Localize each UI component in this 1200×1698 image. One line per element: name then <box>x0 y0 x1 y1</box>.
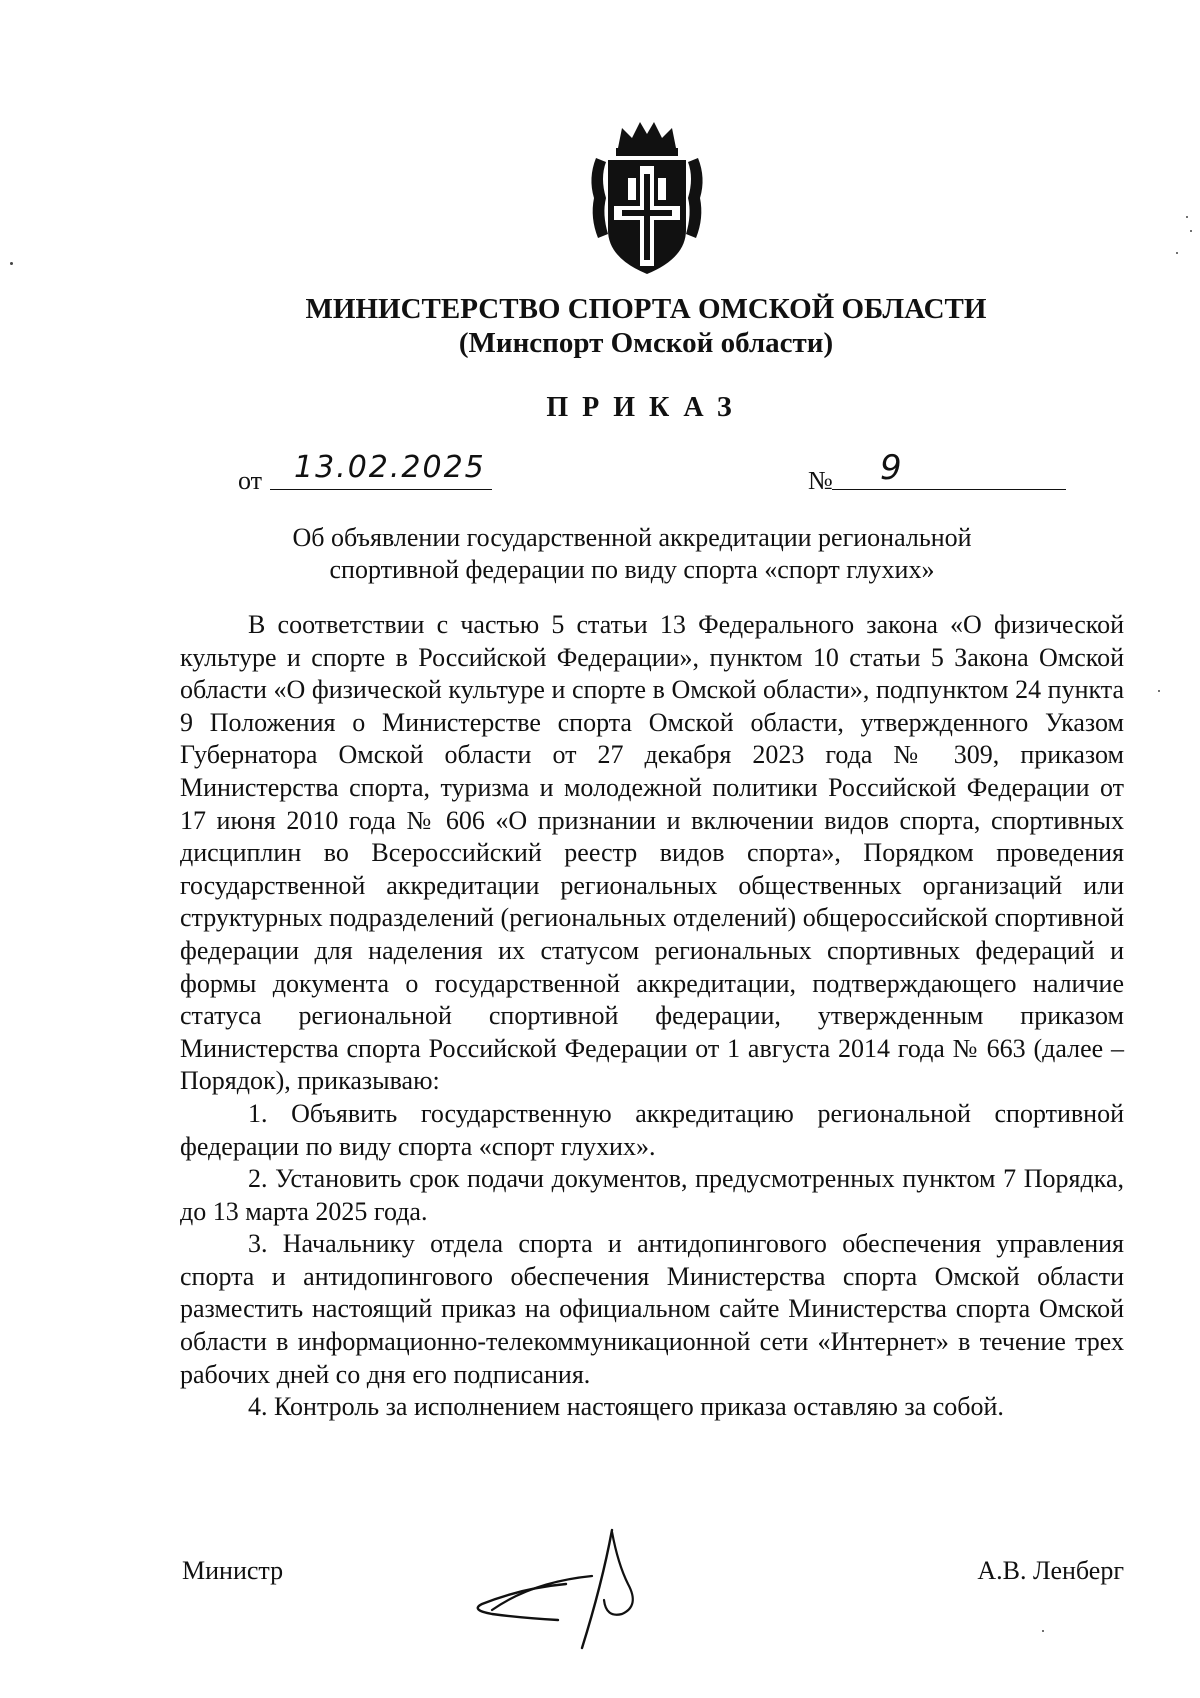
document-type: ПРИКАЗ <box>546 392 746 423</box>
org-name: МИНИСТЕРСТВО СПОРТА ОМСКОЙ ОБЛАСТИ <box>305 293 987 325</box>
date-value: 13.02.2025 <box>294 450 486 485</box>
org-short-name: (Минспорт Омской области) <box>458 327 834 359</box>
subject-line: Об объявлении государственной аккредитации региональной <box>292 523 972 552</box>
signature-block <box>180 1552 1124 1672</box>
number-underline <box>832 488 1066 490</box>
order-item: 1. Объявить государственную аккредитацию региональной спортивной федерации по виду спорта «спорт глухих». <box>180 1098 1124 1161</box>
coat-of-arms-icon <box>588 118 706 278</box>
body-intro: В соответствии с частью 5 статьи 13 Федерального закона «О физической культуре и спорте в Российской Федерации», пунктом 10 статьи 5 Закона Омской области «О физической культуре и спорте в Омской области», подпунктом 24 пункта 9 Положения о Министерстве спорта Омской области, утвержденного Указом Губернатора Омской области от 27 декабря 2023 года № 309, приказом Министерства спорта, туризма и молодежной политики Российской Федерации от 17 июня 2010 года № 606 «О признании и включении видов спорта, спортивных дисциплин во Всероссийский реестр видов спорта», Порядком проведения государственной аккредитации региональных общественных организаций или структурных подразделений (региональных отделений) общероссийской спортивной федерации для наделения их статусом региональных спортивных федераций и формы документа о государственной аккредитации, подтверждающего наличие статуса региональной спортивной федерации, утвержденным приказом Министерства спорта Российской Федерации от 1 августа 2014 года № 663 (далее – Порядок), приказываю: <box>180 610 1124 1096</box>
signer-position: Министр <box>182 1556 284 1585</box>
date-label: от <box>238 466 263 495</box>
subject-line: спортивной федерации по виду спорта «спорт глухих» <box>329 555 935 584</box>
order-subject <box>180 522 1084 586</box>
number-value: 9 <box>880 448 904 488</box>
date-underline <box>270 488 492 490</box>
order-item: 3. Начальнику отдела спорта и антидопингового обеспечения управления спорта и антидопингового обеспечения Министерства спорта Омской области разместить настоящий приказ на официальном сайте Министерства спорта Омской области в информационно-телекоммуникационной сети «Интернет» в течение трех рабочих дней со дня его подписания. <box>180 1229 1124 1389</box>
signer-name: А.В. Ленберг <box>977 1556 1124 1585</box>
order-item: 2. Установить срок подачи документов, предусмотренных пунктом 7 Порядка, до 13 марта 2025 года. <box>180 1164 1124 1226</box>
order-item: 4. Контроль за исполнением настоящего приказа оставляю за собой. <box>248 1392 1004 1422</box>
handwritten-signature-icon <box>462 1524 652 1654</box>
order-body <box>180 609 1124 1424</box>
number-label: № <box>808 466 833 495</box>
